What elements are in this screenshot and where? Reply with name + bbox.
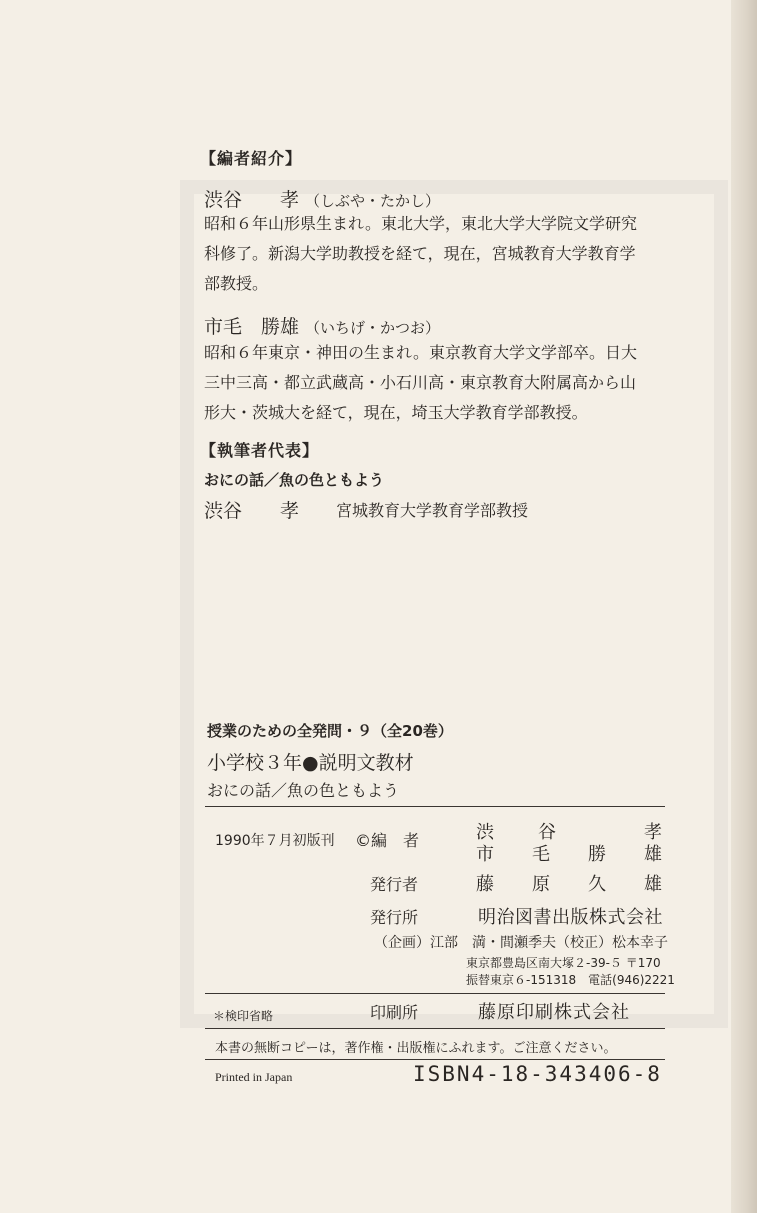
- editor1-name-line: [204, 185, 440, 212]
- author-affiliation: 宮城教育大学教育学部教授: [336, 501, 529, 520]
- book-title: 小学校３年●説明文教材: [207, 752, 414, 774]
- authors-heading: 【執筆者代表】: [200, 441, 320, 460]
- editor1-name: 渋谷 孝: [204, 189, 300, 211]
- editor2-name: 市毛 勝雄: [204, 316, 300, 338]
- book-series: 授業のための全発問・９（全20巻）: [207, 722, 453, 740]
- printer-name: 藤原印刷株式会社: [478, 1002, 630, 1023]
- name-char: 孝: [644, 822, 662, 843]
- name-char: 原: [532, 874, 550, 895]
- editor2-bio: [204, 338, 674, 428]
- editor2-bio-line: 形大・茨城大を経て，現在，埼玉大学教育学部教授。: [204, 403, 588, 422]
- name-char: 勝: [588, 844, 606, 865]
- colophon-editor-names-2: [476, 840, 662, 866]
- name-char: 谷: [538, 822, 556, 843]
- bottom-rule: [205, 1059, 665, 1060]
- publication-date: 1990年７月初版刊: [215, 833, 335, 849]
- publisher-name: [476, 870, 662, 896]
- office-name: 明治図書出版株式会社: [478, 907, 663, 928]
- book-subtitle: おにの話／魚の色ともよう: [207, 781, 400, 800]
- printed-in: Printed in Japan: [215, 1070, 293, 1084]
- top-rule: [205, 806, 665, 807]
- publisher-label: 発行者: [370, 875, 419, 894]
- transfer-phone: 振替東京６-151318 電話(946)2221: [466, 973, 675, 987]
- name-char: 雄: [644, 844, 662, 865]
- office-label: 発行所: [370, 908, 419, 927]
- mid-rule: [205, 993, 665, 994]
- page-edge: [731, 0, 757, 1213]
- editor1-reading: （しぶや・たかし）: [305, 192, 441, 210]
- isbn: ISBN4-18-343406-8: [413, 1062, 662, 1086]
- name-char: 渋: [476, 822, 494, 843]
- authors-work: おにの話／魚の色ともよう: [204, 471, 385, 489]
- editor2-bio-line: 昭和６年東京・神田の生まれ。東京教育大学文学部卒。日大: [204, 343, 637, 362]
- planning-credit: （企画）江部 満・間瀬季夫（校正）松本幸子: [374, 935, 668, 951]
- editor2-bio-line: 三中三高・都立武蔵高・小石川高・東京教育大附属高から山: [204, 373, 637, 392]
- name-char: 雄: [644, 874, 662, 895]
- editor1-bio-line: 昭和６年山形県生まれ。東北大学，東北大学大学院文学研究: [204, 214, 637, 233]
- editors-heading: 【編者紹介】: [200, 149, 303, 168]
- editor1-bio: [204, 209, 674, 299]
- address: 東京都豊島区南大塚２-39-５ 〒170: [466, 956, 661, 970]
- name-char: 毛: [532, 844, 550, 865]
- author-name: 渋谷 孝: [204, 500, 300, 522]
- editor1-bio-line: 部教授。: [204, 274, 269, 293]
- show-through: [180, 180, 728, 1028]
- name-char: 久: [588, 874, 606, 895]
- printer-label: 印刷所: [370, 1003, 419, 1022]
- editor1-bio-line: 科修了。新潟大学助教授を経て，現在，宮城教育大学教育学: [204, 244, 636, 263]
- copyright-notice: 本書の無断コピーは，著作権・出版権にふれます。ご注意ください。: [215, 1041, 617, 1056]
- name-char: 藤: [476, 874, 494, 895]
- name-char: 市: [476, 844, 494, 865]
- seal-note: ＊検印省略: [213, 1009, 274, 1023]
- editor2-name-line: [204, 312, 440, 339]
- editor-label: ©編 者: [355, 831, 420, 850]
- lower-rule: [205, 1028, 665, 1029]
- editor2-reading: （いちげ・かつお）: [305, 319, 441, 337]
